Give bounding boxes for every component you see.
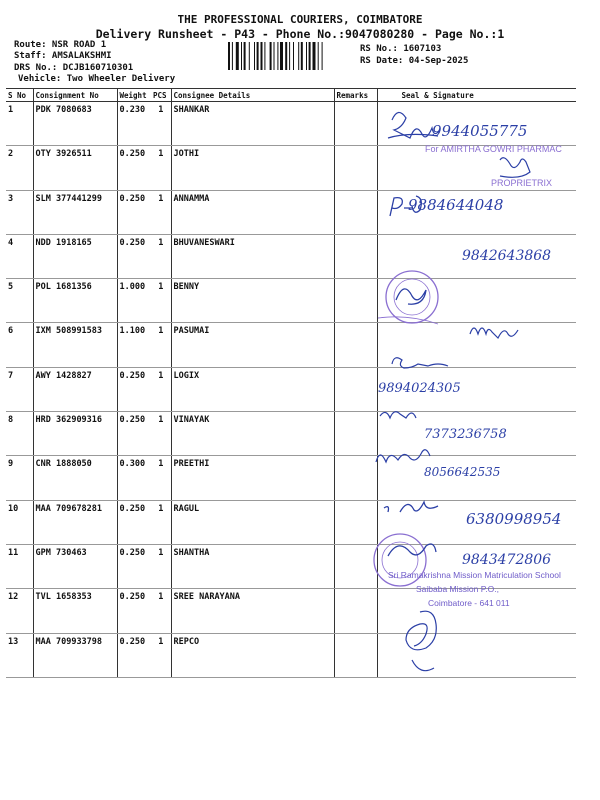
cell-weight: 1.000 bbox=[117, 279, 151, 323]
table-row bbox=[6, 456, 576, 500]
cell-consignment-no: PDK 7080683 bbox=[33, 102, 117, 146]
cell-remarks bbox=[334, 544, 377, 588]
cell-consignment-no: SLM 377441299 bbox=[33, 190, 117, 234]
cell-consignment-no: CNR 1888050 bbox=[33, 456, 117, 500]
cell-pcs: 1 bbox=[151, 279, 171, 323]
cell-consignment-no: HRD 362909316 bbox=[33, 412, 117, 456]
cell-consignment-no: IXM 508991583 bbox=[33, 323, 117, 367]
cell-sno: 13 bbox=[6, 633, 33, 677]
cell-pcs: 1 bbox=[151, 102, 171, 146]
cell-consignee: VINAYAK bbox=[171, 412, 334, 456]
stamp-text-2: PROPRIETRIX bbox=[491, 178, 553, 188]
cell-consignment-no: NDD 1918165 bbox=[33, 234, 117, 278]
cell-seal-signature bbox=[377, 544, 576, 588]
col-remarks: Remarks bbox=[334, 89, 377, 102]
cell-weight: 0.250 bbox=[117, 633, 151, 677]
cell-seal-signature bbox=[377, 589, 576, 633]
cell-sno: 12 bbox=[6, 589, 33, 633]
handwritten-phone-10: 6380998954 bbox=[466, 510, 562, 528]
cell-pcs: 1 bbox=[151, 190, 171, 234]
table-row bbox=[6, 589, 576, 633]
handwritten-phone-11: 9843472806 bbox=[462, 552, 552, 568]
cell-remarks bbox=[334, 633, 377, 677]
col-pcs: PCS bbox=[151, 89, 171, 102]
cell-weight: 0.250 bbox=[117, 146, 151, 190]
table-row bbox=[6, 544, 576, 588]
cell-sno: 1 bbox=[6, 102, 33, 146]
handwritten-phone-1: 9944055775 bbox=[432, 122, 528, 140]
cell-consignee: PREETHI bbox=[171, 456, 334, 500]
cell-pcs: 1 bbox=[151, 412, 171, 456]
handwritten-phone-8: 7373236758 bbox=[424, 427, 507, 442]
cell-weight: 0.250 bbox=[117, 500, 151, 544]
handwritten-phone-3: 9884644048 bbox=[408, 196, 504, 214]
cell-consignee: PASUMAI bbox=[171, 323, 334, 367]
cell-seal-signature bbox=[377, 190, 576, 234]
cell-consignment-no: MAA 709933798 bbox=[33, 633, 117, 677]
cell-remarks bbox=[334, 190, 377, 234]
table-row bbox=[6, 633, 576, 677]
cell-consignment-no: AWY 1428827 bbox=[33, 367, 117, 411]
stamp-school-po: Saibaba Mission P.O., bbox=[416, 584, 499, 594]
table-row bbox=[6, 500, 576, 544]
cell-remarks bbox=[334, 279, 377, 323]
cell-seal-signature bbox=[377, 102, 576, 146]
col-seal-signature: Seal & Signature bbox=[377, 89, 576, 102]
cell-consignee: JOTHI bbox=[171, 146, 334, 190]
cell-consignment-no: OTY 3926511 bbox=[33, 146, 117, 190]
col-weight: Weight bbox=[117, 89, 151, 102]
cell-weight: 1.100 bbox=[117, 323, 151, 367]
table-row bbox=[6, 412, 576, 456]
cell-sno: 5 bbox=[6, 279, 33, 323]
barcode-icon bbox=[228, 42, 356, 70]
cell-remarks bbox=[334, 500, 377, 544]
cell-weight: 0.250 bbox=[117, 190, 151, 234]
table-row bbox=[6, 146, 576, 190]
table-header-row bbox=[6, 89, 576, 102]
drs-number: DRS No.: DCJB160710301 bbox=[14, 63, 134, 73]
cell-remarks bbox=[334, 102, 377, 146]
cell-pcs: 1 bbox=[151, 456, 171, 500]
cell-pcs: 1 bbox=[151, 589, 171, 633]
table-row bbox=[6, 102, 576, 146]
cell-sno: 7 bbox=[6, 367, 33, 411]
col-consignee: Consignee Details bbox=[171, 89, 334, 102]
cell-sno: 9 bbox=[6, 456, 33, 500]
cell-remarks bbox=[334, 146, 377, 190]
cell-remarks bbox=[334, 323, 377, 367]
cell-seal-signature bbox=[377, 234, 576, 278]
col-sno: S No bbox=[6, 89, 33, 102]
cell-sno: 8 bbox=[6, 412, 33, 456]
rs-number: RS No.: 1607103 bbox=[360, 44, 442, 54]
cell-weight: 0.250 bbox=[117, 589, 151, 633]
cell-seal-signature bbox=[377, 367, 576, 411]
staff-label: Staff: AMSALAKSHMI bbox=[14, 51, 112, 61]
cell-sno: 4 bbox=[6, 234, 33, 278]
cell-seal-signature bbox=[377, 146, 576, 190]
cell-weight: 0.230 bbox=[117, 102, 151, 146]
table-row bbox=[6, 279, 576, 323]
handwritten-phone-4: 9842643868 bbox=[462, 248, 552, 264]
cell-remarks bbox=[334, 589, 377, 633]
table-row bbox=[6, 323, 576, 367]
cell-consignee: REPCO bbox=[171, 633, 334, 677]
cell-pcs: 1 bbox=[151, 146, 171, 190]
cell-seal-signature bbox=[377, 500, 576, 544]
handwritten-phone-7: 9894024305 bbox=[378, 381, 461, 396]
cell-pcs: 1 bbox=[151, 544, 171, 588]
cell-consignee: RAGUL bbox=[171, 500, 334, 544]
cell-pcs: 1 bbox=[151, 234, 171, 278]
cell-weight: 0.250 bbox=[117, 544, 151, 588]
cell-consignee: SHANKAR bbox=[171, 102, 334, 146]
cell-pcs: 1 bbox=[151, 367, 171, 411]
vehicle-label: Vehicle: Two Wheeler Delivery bbox=[18, 74, 176, 84]
cell-seal-signature bbox=[377, 279, 576, 323]
cell-pcs: 1 bbox=[151, 633, 171, 677]
stamp-school-name: Sri Ramakrishna Mission Matriculation School bbox=[388, 570, 561, 580]
handwritten-phone-9: 8056642535 bbox=[424, 465, 501, 479]
cell-consignee: BHUVANESWARI bbox=[171, 234, 334, 278]
cell-seal-signature bbox=[377, 323, 576, 367]
rs-date: RS Date: 04-Sep-2025 bbox=[360, 56, 469, 66]
table-row bbox=[6, 367, 576, 411]
cell-weight: 0.250 bbox=[117, 234, 151, 278]
cell-weight: 0.250 bbox=[117, 367, 151, 411]
cell-remarks bbox=[334, 456, 377, 500]
table-row bbox=[6, 234, 576, 278]
cell-consignee: ANNAMMA bbox=[171, 190, 334, 234]
company-title: THE PROFESSIONAL COURIERS, COIMBATORE bbox=[177, 13, 423, 26]
cell-weight: 0.300 bbox=[117, 456, 151, 500]
cell-consignment-no: POL 1681356 bbox=[33, 279, 117, 323]
cell-sno: 2 bbox=[6, 146, 33, 190]
route-label: Route: NSR ROAD 1 bbox=[14, 40, 107, 50]
col-consignment: Consignment No bbox=[33, 89, 117, 102]
cell-consignment-no: TVL 1658353 bbox=[33, 589, 117, 633]
cell-consignment-no: GPM 730463 bbox=[33, 544, 117, 588]
cell-pcs: 1 bbox=[151, 323, 171, 367]
cell-consignee: LOGIX bbox=[171, 367, 334, 411]
cell-weight: 0.250 bbox=[117, 412, 151, 456]
cell-seal-signature bbox=[377, 412, 576, 456]
cell-consignee: SHANTHA bbox=[171, 544, 334, 588]
cell-sno: 6 bbox=[6, 323, 33, 367]
cell-seal-signature bbox=[377, 633, 576, 677]
cell-sno: 10 bbox=[6, 500, 33, 544]
cell-sno: 11 bbox=[6, 544, 33, 588]
runsheet-table bbox=[6, 88, 576, 678]
table-row bbox=[6, 190, 576, 234]
cell-pcs: 1 bbox=[151, 500, 171, 544]
cell-seal-signature bbox=[377, 456, 576, 500]
cell-consignment-no: MAA 709678281 bbox=[33, 500, 117, 544]
runsheet-subtitle: Delivery Runsheet - P43 - Phone No.:9047080280 - Page No.:1 bbox=[95, 27, 505, 41]
cell-remarks bbox=[334, 412, 377, 456]
cell-remarks bbox=[334, 234, 377, 278]
stamp-school-city: Coimbatore - 641 011 bbox=[428, 598, 510, 608]
cell-remarks bbox=[334, 367, 377, 411]
stamp-text-1: For AMIRTHA GOWRI PHARMAC bbox=[425, 144, 562, 154]
cell-consignee: SREE NARAYANA bbox=[171, 589, 334, 633]
cell-consignee: BENNY bbox=[171, 279, 334, 323]
cell-sno: 3 bbox=[6, 190, 33, 234]
